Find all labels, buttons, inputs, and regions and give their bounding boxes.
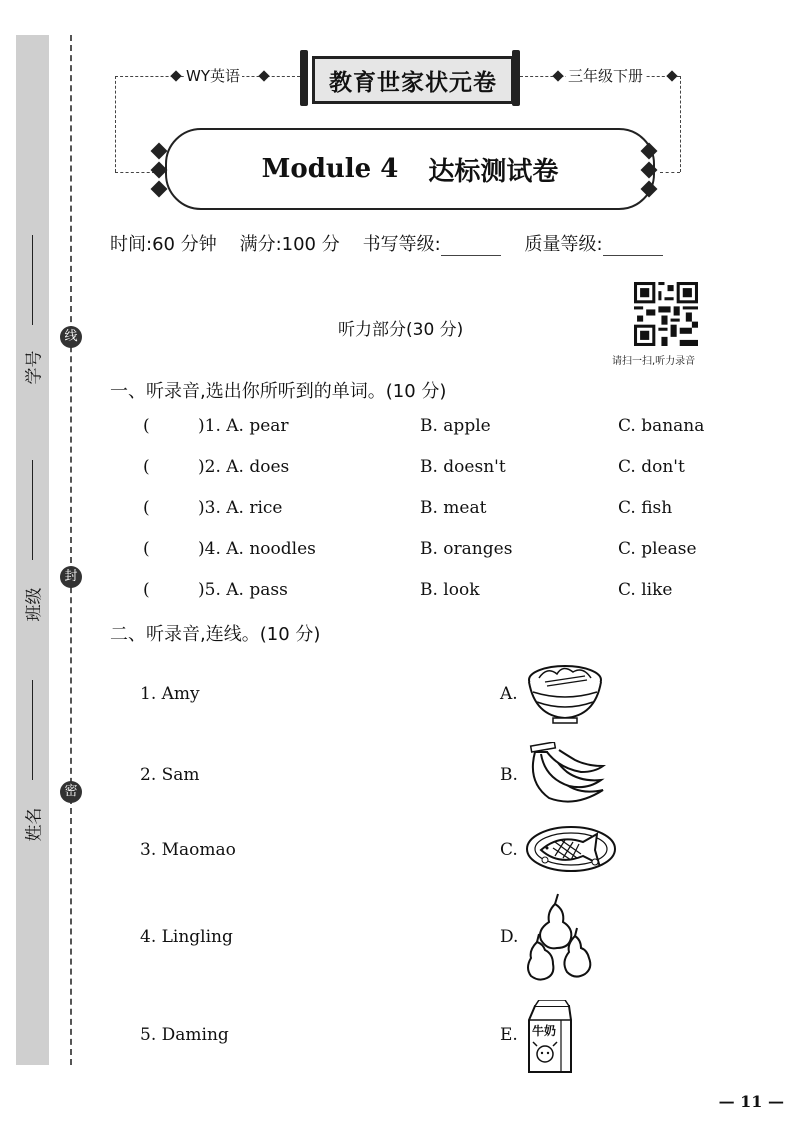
option-b: B. meat [420, 498, 487, 518]
part2-heading: 二、听录音,连线。(10 分) [110, 624, 321, 645]
option-b: B. apple [420, 416, 491, 436]
picture-letter: A. [500, 684, 518, 704]
class-label: 班级 [24, 587, 45, 622]
option-b: B. oranges [420, 539, 513, 559]
question-row [143, 457, 743, 481]
writing-grade-blank[interactable] [441, 237, 501, 256]
person-name[interactable]: 5. Daming [140, 1025, 229, 1045]
diamond-icon [170, 70, 181, 81]
option-c: C. like [618, 580, 673, 600]
seal-line: 线 [60, 326, 82, 348]
quality-grade-label: 质量等级: [524, 234, 603, 255]
answer-paren[interactable]: ( [143, 539, 150, 559]
picture-letter: B. [500, 765, 518, 785]
option-a: )1. A. pear [198, 416, 289, 436]
student-id-blank [32, 235, 33, 325]
header-dash-left-low [115, 172, 155, 173]
option-a: )4. A. noodles [198, 539, 316, 559]
question-row [143, 498, 743, 522]
milk-label: 牛奶 [532, 1024, 557, 1038]
qr-caption: 请扫一扫,听力录音 [612, 356, 696, 367]
seal-seal: 封 [60, 566, 82, 588]
answer-paren[interactable]: ( [143, 498, 150, 518]
diamond-stack-right [643, 140, 657, 202]
option-c: C. banana [618, 416, 705, 436]
option-b: B. look [420, 580, 480, 600]
series-title: 教育世家状元卷 [312, 56, 514, 104]
picture-letter: E. [500, 1025, 518, 1045]
writing-grade-label: 书写等级: [362, 234, 441, 255]
header-dash-right-low [660, 172, 680, 173]
person-name[interactable]: 3. Maomao [140, 840, 236, 860]
person-name[interactable]: 4. Lingling [140, 927, 233, 947]
option-a: )5. A. pass [198, 580, 288, 600]
name-label: 姓名 [24, 807, 45, 842]
picture-letter: D. [500, 927, 519, 947]
page-number: — 11 — [718, 1092, 784, 1111]
pears-icon[interactable] [525, 892, 595, 982]
fish-plate-icon[interactable] [525, 822, 617, 876]
diamond-icon [666, 70, 677, 81]
bananas-icon[interactable] [525, 742, 607, 806]
answer-paren[interactable]: ( [143, 580, 150, 600]
picture-letter: C. [500, 840, 518, 860]
listening-section-title: 听力部分(30 分) [338, 320, 464, 340]
header-vdash-right [680, 76, 681, 172]
class-blank [32, 460, 33, 560]
answer-paren[interactable]: ( [143, 416, 150, 436]
person-name[interactable]: 1. Amy [140, 684, 200, 704]
question-row [143, 539, 743, 563]
question-row [143, 580, 743, 604]
option-a: )3. A. rice [198, 498, 283, 518]
grade-tag: 三年级下册 [568, 67, 644, 85]
part1-heading: 一、听录音,选出你所听到的单词。(10 分) [110, 381, 447, 402]
subject-tag: WY英语 [186, 67, 240, 85]
diamond-icon [552, 70, 563, 81]
option-c: C. fish [618, 498, 673, 518]
option-b: B. doesn't [420, 457, 506, 477]
header-vdash-left [115, 76, 116, 172]
student-id-label: 学号 [24, 350, 45, 385]
person-name[interactable]: 2. Sam [140, 765, 200, 785]
quality-grade-blank[interactable] [603, 237, 663, 256]
diamond-stack-left [153, 140, 167, 202]
option-a: )2. A. does [198, 457, 290, 477]
option-c: C. please [618, 539, 697, 559]
name-blank [32, 680, 33, 780]
scroll-banner [300, 50, 520, 106]
question-row [143, 416, 743, 440]
time-limit: 时间:60 分钟 [110, 234, 217, 255]
option-c: C. don't [618, 457, 685, 477]
test-title: 达标测试卷 [428, 156, 559, 187]
answer-paren[interactable]: ( [143, 457, 150, 477]
noodle-bowl-icon[interactable] [525, 658, 605, 726]
cut-line [70, 35, 72, 1065]
qr-code-icon[interactable] [634, 282, 698, 346]
full-score: 满分:100 分 [239, 234, 340, 255]
title-banner [165, 128, 655, 210]
exam-info [110, 230, 681, 256]
module-title: Module 4 [261, 154, 399, 184]
seal-secret: 密 [60, 781, 82, 803]
diamond-icon [258, 70, 269, 81]
